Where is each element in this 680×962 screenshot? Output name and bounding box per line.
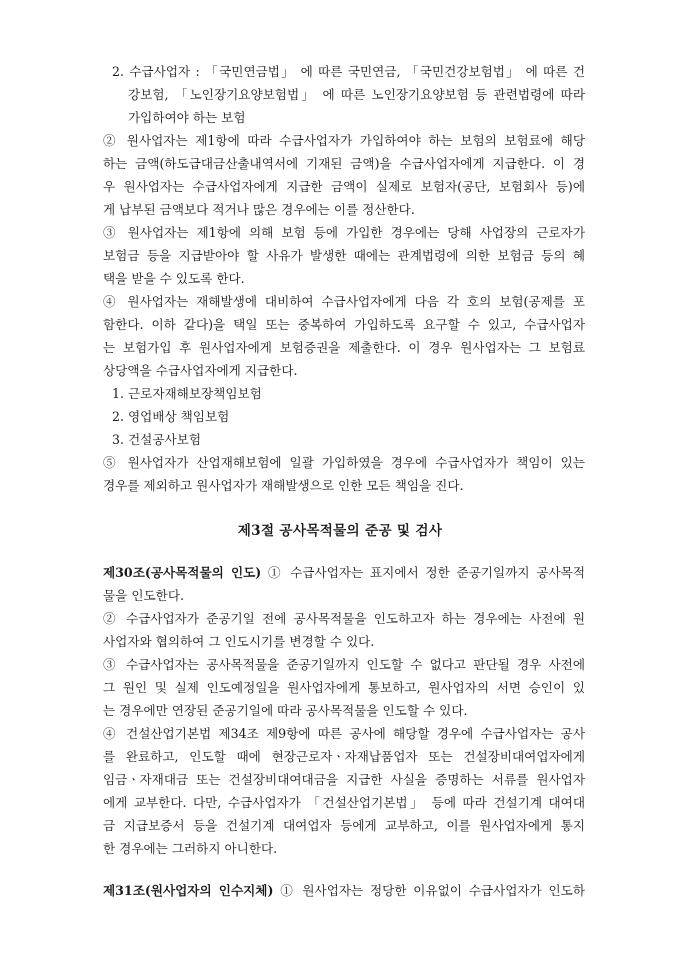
- para-4-item-1: 1. 근로자재해보장책임보험: [112, 386, 262, 401]
- para-2-line-1: ② 원사업자는 제1항에 따라 수급사업자가 가입하여야 하는 보험의 보험료에 해당: [103, 133, 585, 148]
- article-30-line-9: 를 완료하고, 인도할 때에 현장근로자ㆍ자재납품업자 또는 건설장비대여업자에게: [103, 749, 585, 764]
- para-5-line-2: 경우를 제외하고 원사업자가 재해발생으로 인한 모든 책임을 진다.: [103, 478, 464, 493]
- para-4-line-3: 는 보험가입 후 원사업자에게 보험증권을 제출한다. 이 경우 원사업자는 그 보험료: [103, 340, 585, 355]
- section-heading: 제3절 공사목적물의 준공 및 검사: [237, 523, 443, 539]
- para-4-item-3: 3. 건설공사보험: [112, 432, 202, 447]
- para-3-line-2: 보험금 등을 지급받아야 할 사유가 발생한 때에는 관계법령에 의한 보험금 등의 혜: [103, 248, 585, 263]
- item-2-line-2: 강보험, 「노인장기요양보험법」 에 따른 노인장기요양보험 등 관련법령에 따라: [128, 87, 585, 102]
- article-30-line-11: 에게 교부한다. 다만, 수급사업자가 「건설산업기본법」 등에 따라 건설기계 대여대: [103, 795, 585, 810]
- para-3-line-1: ③ 원사업자는 제1항에 의해 보험 등에 가입한 경우에는 당해 사업장의 근로자가: [103, 225, 585, 240]
- article-30-line-6: 그 원인 및 실제 인도예정일을 원사업자에게 통보하고, 원사업자의 서면 승인이 있: [103, 680, 585, 695]
- article-30-line-13: 한 경우에는 그러하지 아니한다.: [103, 841, 278, 856]
- article-30-text: ① 수급사업자는 표지에서 정한 준공기일까지 공사목적: [261, 565, 585, 580]
- para-4-line-4: 상당액을 수급사업자에게 지급한다.: [103, 363, 298, 378]
- article-30-line-4: 사업자와 협의하여 그 인도시기를 변경할 수 있다.: [103, 634, 375, 649]
- para-2-line-4: 게 납부된 금액보다 적거나 많은 경우에는 이를 정산한다.: [103, 202, 415, 217]
- article-30-title: 제30조(공사목적물의 인도): [103, 565, 262, 580]
- para-5-line-1: ⑤ 원사업자가 산업재해보험에 일괄 가입하였을 경우에 수급사업자가 책임이 있는: [103, 455, 585, 470]
- article-30-line-12: 금 지급보증서 등을 건설기계 대여업자 등에게 교부하고, 이를 원사업자에게 통지: [103, 818, 585, 833]
- para-4-item-2: 2. 영업배상 책임보험: [112, 409, 230, 424]
- article-30-line-1: [103, 563, 585, 583]
- article-30-line-5: ③ 수급사업자는 공사목적물을 준공기일까지 인도할 수 없다고 판단될 경우 사전에: [103, 657, 585, 672]
- article-31-text: ① 원사업자는 정당한 이유없이 수급사업자가 인도하: [273, 883, 585, 898]
- para-4-line-1: ④ 원사업자는 재해발생에 대비하여 수급사업자에게 다음 각 호의 보험(공제를 포: [103, 294, 585, 309]
- article-30-line-2: 물을 인도한다.: [103, 588, 184, 603]
- article-30-line-10: 임금ㆍ자재대금 또는 건설장비대여대금을 지급한 사실을 증명하는 서류를 원사업자: [103, 772, 585, 787]
- para-3-line-3: 택을 받을 수 있도록 한다.: [103, 271, 245, 286]
- item-2-line-3: 가입하여야 하는 보험: [128, 110, 246, 125]
- para-2-line-2: 하는 금액(하도급대금산출내역서에 기재된 금액)을 수급사업자에게 지급한다. 이 경: [103, 156, 585, 171]
- article-31-title: 제31조(원사업자의 인수지체): [103, 883, 274, 898]
- article-30-line-3: ② 수급사업자가 준공기일 전에 공사목적물을 인도하고자 하는 경우에는 사전에 원: [103, 611, 585, 626]
- para-2-line-3: 우 원사업자는 수급사업자에게 지급한 금액이 실제로 보험자(공단, 보험회사 등)에: [103, 179, 585, 194]
- article-30-line-7: 는 경우에만 연장된 준공기일에 따라 공사목적물을 인도할 수 있다.: [103, 703, 468, 718]
- article-30-line-8: ④ 건설산업기본법 제34조 제9항에 따른 공사에 해당할 경우에 수급사업자는 공사: [103, 726, 585, 741]
- item-2-line-1: 2. 수급사업자 : 「국민연금법」 에 따른 국민연금, 「국민건강보험법」 에 따른 건: [112, 64, 585, 79]
- article-31-line-1: [103, 881, 585, 901]
- para-4-line-2: 함한다. 이하 같다)을 택일 또는 중복하여 가입하도록 요구할 수 있고, 수급사업자: [103, 317, 585, 332]
